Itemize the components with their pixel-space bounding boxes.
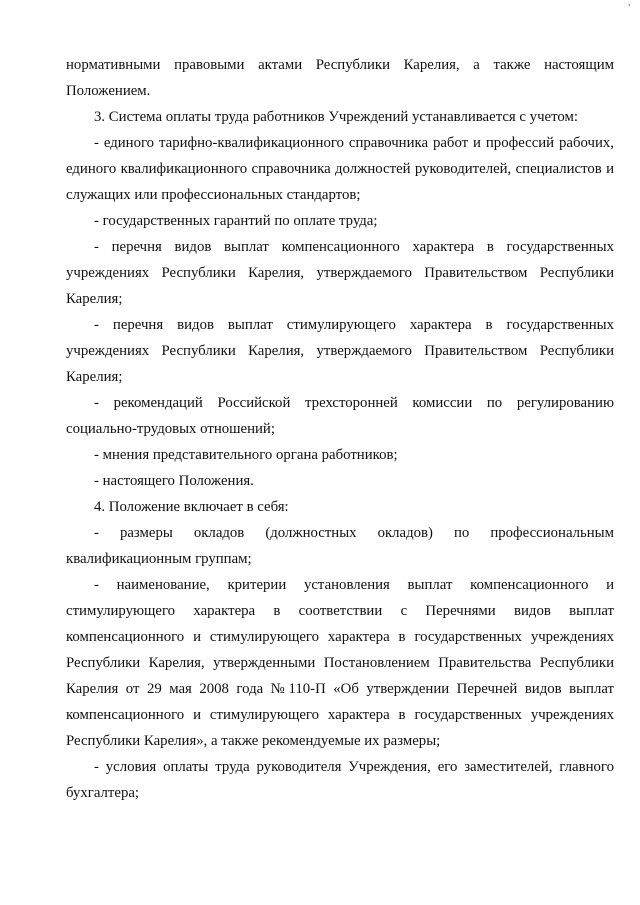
list-item-compensation-list: - перечня видов выплат компенсационного характера в государственных учреждениях Республики Карелия, утверждаемого Правительством Республики Карелия; xyxy=(66,239,614,307)
list-item-incentive-list: - перечня видов выплат стимулирующего характера в государственных учреждениях Республики Карелия, утверждаемого Правительством Республики Карелия; xyxy=(66,317,614,385)
list-item-state-guarantees: - государственных гарантий по оплате труда; xyxy=(94,213,378,229)
corner-mark: ' xyxy=(628,3,630,14)
list-item-salary-sizes: - размеры окладов (должностных окладов) по профессиональным квалификационным группам; xyxy=(66,525,614,567)
paragraph-item-4: 4. Положение включает в себя: xyxy=(94,499,289,515)
list-item-this-regulation: - настоящего Положения. xyxy=(94,473,254,489)
document-body xyxy=(66,52,614,806)
list-item-qualification-handbooks: - единого тарифно-квалификационного справочника работ и профессий рабочих, единого квалификационного справочника должностей руководителей, специалистов и служащих или профессиональных стандартов; xyxy=(66,135,614,203)
list-item-management-pay-conditions: - условия оплаты труда руководителя Учреждения, его заместителей, главного бухгалтера; xyxy=(66,759,614,801)
list-item-payment-criteria: - наименование, критерии установления выплат компенсационного и стимулирующего характера в соответствии с Перечнями видов выплат компенсационного и стимулирующего характера в государственных учреждениях Республики Карелия, утвержденными Постановлением Правительства Республики Карелия от 29 мая 2008 года №110-П «Об утверждении Перечней видов выплат компенсационного и стимулирующего характера в государственных учреждениях Республики Карелия», а также рекомендуемые их размеры; xyxy=(66,577,614,749)
paragraph-item-3: 3. Система оплаты труда работников Учреждений устанавливается с учетом: xyxy=(94,109,578,125)
list-item-commission-recommendations: - рекомендаций Российской трехсторонней комиссии по регулированию социально-трудовых отношений; xyxy=(66,395,614,437)
paragraph-continuation: нормативными правовыми актами Республики Карелия, а также настоящим Положением. xyxy=(66,57,614,99)
list-item-workers-body-opinion: - мнения представительного органа работников; xyxy=(94,447,398,463)
